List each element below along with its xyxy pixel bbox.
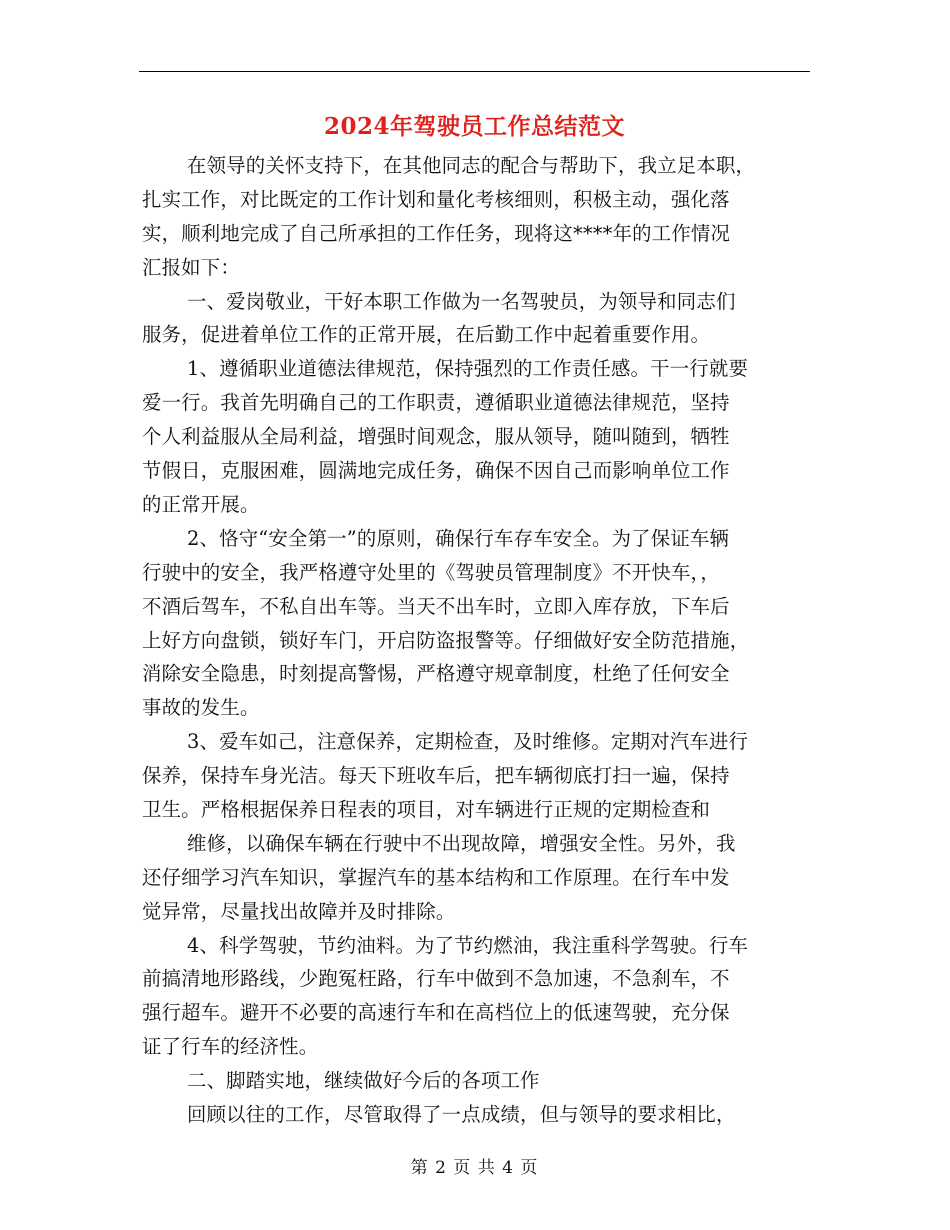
paragraph-line: 扎实工作，对比既定的工作计划和量化考核细则，积极主动，强化落 [142,188,730,211]
paragraph-line: 觉异常，尽量找出故障并及时排除。 [142,900,456,923]
paragraph-line: 上好方向盘锁，锁好车门，开启防盗报警等。仔细做好安全防范措施， [142,629,750,652]
paragraph-line: 前搞清地形路线，少跑冤枉路，行车中做到不急加速，不急刹车，不 [142,967,730,990]
paragraph-line: 服务，促进着单位工作的正常开展，在后勤工作中起着重要作用。 [142,323,711,346]
paragraph-line: 保养，保持车身光洁。每天下班收车后，把车辆彻底打扫一遍，保持 [142,764,730,787]
document-title: 2024年驾驶员工作总结范文 [323,113,625,140]
header-rule [139,71,810,72]
paragraph-line: 汇报如下： [142,256,240,279]
paragraph-line: 行驶中的安全，我严格遵守处里的《驾驶员管理制度》不开快车，， [142,561,721,584]
section-heading: 二、脚踏实地，继续做好今后的各项工作 [187,1069,540,1092]
paragraph-line: 个人利益服从全局利益，增强时间观念，服从领导，随叫随到，牺牲 [142,425,730,448]
paragraph-line: 消除安全隐患，时刻提高警惕，严格遵守规章制度，杜绝了任何安全 [142,662,730,685]
paragraph-line: 卫生。严格根据保养日程表的项目，对车辆进行正规的定期检查和 [142,798,711,821]
paragraph-line: 还仔细学习汽车知识，掌握汽车的基本结构和工作原理。在行车中发 [142,866,730,889]
paragraph-line: 强行超车。避开不必要的高速行车和在高档位上的低速驾驶，充分保 [142,1001,730,1024]
paragraph-line: 1、遵循职业道德法律规范，保持强烈的工作责任感。干一行就要 [187,357,749,380]
paragraph-line: 爱一行。我首先明确自己的工作职责，遵循职业道德法律规范，坚持 [142,391,730,414]
paragraph-line: 4、科学驾驶，节约油料。为了节约燃油，我注重科学驾驶。行车 [187,934,749,957]
paragraph-line: 证了行车的经济性。 [142,1035,319,1058]
paragraph-line: 不酒后驾车，不私自出车等。当天不出车时，立即入库存放，下车后 [142,595,730,618]
paragraph-line: 回顾以往的工作，尽管取得了一点成绩，但与领导的要求相比， [187,1103,736,1126]
paragraph-line: 维修，以确保车辆在行驶中不出现故障，增强安全性。另外，我 [187,832,736,855]
paragraph-line: 2、恪守“安全第一”的原则，确保行车存车安全。为了保证车辆 [187,527,730,550]
paragraph-line: 一、爱岗敬业，干好本职工作做为一名驾驶员，为领导和同志们 [187,290,736,313]
page-number: 第 2 页 共 4 页 [410,1158,539,1178]
paragraph-line: 的正常开展。 [142,493,260,516]
paragraph-line: 3、爱车如己，注意保养，定期检查，及时维修。定期对汽车进行 [187,730,749,753]
paragraph-line: 在领导的关怀支持下，在其他同志的配合与帮助下，我立足本职， [187,154,756,177]
paragraph-line: 事故的发生。 [142,696,260,719]
paragraph-line: 节假日，克服困难，圆满地完成任务，确保不因自己而影响单位工作 [142,459,730,482]
paragraph-line: 实，顺利地完成了自己所承担的工作任务，现将这****年的工作情况 [142,222,731,245]
